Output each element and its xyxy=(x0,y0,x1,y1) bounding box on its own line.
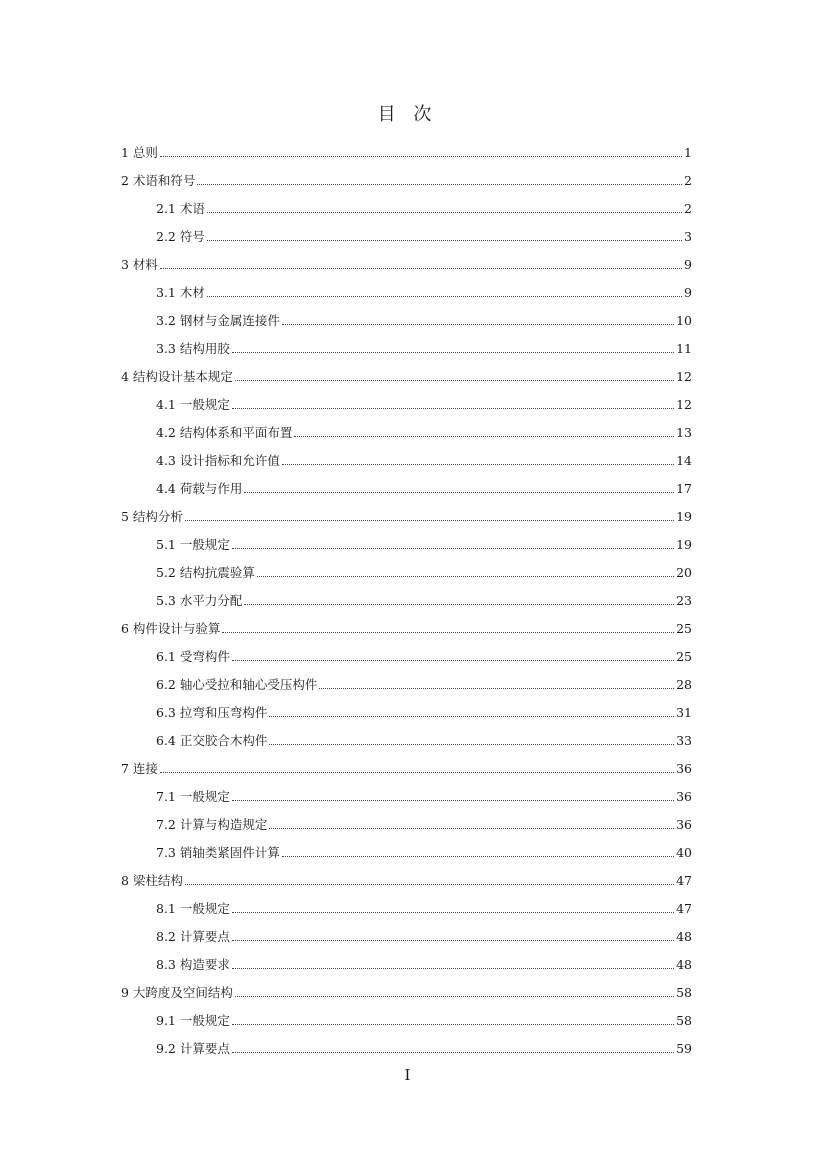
toc-entry[interactable] xyxy=(121,474,692,502)
toc-entry[interactable] xyxy=(121,530,692,558)
toc-entry-label: 3.2 钢材与金属连接件 xyxy=(156,313,280,328)
toc-entry[interactable] xyxy=(121,250,692,278)
toc-entry[interactable] xyxy=(121,194,692,222)
toc-entry-page: 11 xyxy=(676,340,692,356)
toc-entry[interactable] xyxy=(121,222,692,250)
dot-leader xyxy=(232,408,674,409)
dot-leader xyxy=(232,660,674,661)
dot-leader xyxy=(235,380,674,381)
toc-entry-label: 8.3 构造要求 xyxy=(156,957,230,972)
toc-entry[interactable] xyxy=(121,362,692,390)
dot-leader xyxy=(232,352,674,353)
toc-entry-label: 4.3 设计指标和允许值 xyxy=(156,453,280,468)
dot-leader xyxy=(232,1024,674,1025)
dot-leader xyxy=(294,436,674,437)
toc-entry[interactable] xyxy=(121,502,692,530)
toc-entry-label: 9.2 计算要点 xyxy=(156,1041,230,1056)
toc-entry[interactable] xyxy=(121,642,692,670)
toc-entry[interactable] xyxy=(121,558,692,586)
toc-entry[interactable] xyxy=(121,698,692,726)
dot-leader xyxy=(232,940,674,941)
dot-leader xyxy=(269,828,674,829)
dot-leader xyxy=(232,800,674,801)
toc-entry-label: 9 大跨度及空间结构 xyxy=(121,985,233,1000)
dot-leader xyxy=(257,576,674,577)
toc-entry-label: 1 总则 xyxy=(121,145,158,160)
toc-entry-label: 7 连接 xyxy=(121,761,158,776)
toc-entry[interactable] xyxy=(121,838,692,866)
dot-leader xyxy=(232,968,674,969)
toc-entry[interactable] xyxy=(121,670,692,698)
toc-entry-page: 58 xyxy=(676,1012,692,1028)
toc-entry[interactable] xyxy=(121,754,692,782)
toc-entry-label: 6.3 拉弯和压弯构件 xyxy=(156,705,268,720)
dot-leader xyxy=(232,1052,674,1053)
toc-entry-label: 5 结构分析 xyxy=(121,509,183,524)
toc-entry[interactable] xyxy=(121,950,692,978)
dot-leader xyxy=(269,716,674,717)
dot-leader xyxy=(244,604,674,605)
dot-leader xyxy=(269,744,674,745)
toc-entry[interactable] xyxy=(121,922,692,950)
toc-entry-label: 8.1 一般规定 xyxy=(156,901,230,916)
dot-leader xyxy=(160,268,682,269)
toc-entry-label: 7.2 计算与构造规定 xyxy=(156,817,268,832)
toc-entry-label: 3.1 木材 xyxy=(156,285,205,300)
toc-entry-label: 9.1 一般规定 xyxy=(156,1013,230,1028)
toc-entry-label: 5.2 结构抗震验算 xyxy=(156,565,255,580)
toc-entry-page: 36 xyxy=(676,816,692,832)
toc-entry-page: 36 xyxy=(676,788,692,804)
dot-leader xyxy=(232,912,674,913)
toc-entry-label: 8 梁柱结构 xyxy=(121,873,183,888)
toc-entry-page: 47 xyxy=(676,872,692,888)
toc-entry-page: 25 xyxy=(676,620,692,636)
toc-entry-page: 25 xyxy=(676,648,692,664)
toc-entry[interactable] xyxy=(121,166,692,194)
toc-entry-label: 4.1 一般规定 xyxy=(156,397,230,412)
toc-entry-page: 40 xyxy=(676,844,692,860)
dot-leader xyxy=(185,520,674,521)
toc-entry-page: 2 xyxy=(684,172,692,188)
toc-entry-label: 7.1 一般规定 xyxy=(156,789,230,804)
page-number: I xyxy=(404,1066,411,1084)
toc-entry-label: 5.3 水平力分配 xyxy=(156,593,243,608)
toc-entry-label: 6.2 轴心受拉和轴心受压构件 xyxy=(156,677,318,692)
toc-entry-page: 13 xyxy=(676,424,692,440)
toc-entry-label: 4.2 结构体系和平面布置 xyxy=(156,425,293,440)
toc-entry[interactable] xyxy=(121,866,692,894)
toc-entry-label: 4.4 荷载与作用 xyxy=(156,481,243,496)
dot-leader xyxy=(207,240,682,241)
dot-leader xyxy=(160,772,674,773)
toc-entry-page: 19 xyxy=(676,508,692,524)
toc-entry-page: 58 xyxy=(676,984,692,1000)
toc-entry-label: 2.1 术语 xyxy=(156,201,205,216)
dot-leader xyxy=(282,464,674,465)
dot-leader xyxy=(319,688,674,689)
toc-entry-label: 6 构件设计与验算 xyxy=(121,621,221,636)
toc-entry[interactable] xyxy=(121,894,692,922)
toc-entry-page: 9 xyxy=(684,256,692,272)
toc-entry-page: 20 xyxy=(676,564,692,580)
dot-leader xyxy=(232,548,674,549)
toc-entry[interactable] xyxy=(121,726,692,754)
dot-leader xyxy=(282,856,674,857)
dot-leader xyxy=(185,884,674,885)
toc-entry-label: 2.2 符号 xyxy=(156,229,205,244)
toc-entry-label: 5.1 一般规定 xyxy=(156,537,230,552)
toc-entry-label: 7.3 销轴类紧固件计算 xyxy=(156,845,280,860)
toc-entry[interactable] xyxy=(121,1006,692,1034)
dot-leader xyxy=(222,632,674,633)
toc-entry-label: 6.1 受弯构件 xyxy=(156,649,230,664)
dot-leader xyxy=(244,492,674,493)
toc-entry-page: 59 xyxy=(676,1040,692,1056)
table-of-contents xyxy=(121,138,692,1062)
toc-entry-page: 9 xyxy=(684,284,692,300)
dot-leader xyxy=(282,324,674,325)
toc-entry-page: 48 xyxy=(676,928,692,944)
toc-entry[interactable] xyxy=(121,418,692,446)
toc-entry-page: 1 xyxy=(684,144,692,160)
toc-entry-label: 3 材料 xyxy=(121,257,158,272)
toc-entry[interactable] xyxy=(121,446,692,474)
toc-entry[interactable] xyxy=(121,306,692,334)
toc-entry-label: 3.3 结构用胶 xyxy=(156,341,230,356)
toc-entry-page: 12 xyxy=(676,368,692,384)
toc-entry[interactable] xyxy=(121,278,692,306)
toc-entry[interactable] xyxy=(121,1034,692,1062)
toc-entry-page: 36 xyxy=(676,760,692,776)
toc-entry[interactable] xyxy=(121,334,692,362)
toc-entry-page: 28 xyxy=(676,676,692,692)
toc-entry-page: 17 xyxy=(676,480,692,496)
toc-entry-page: 10 xyxy=(676,312,692,328)
toc-entry-page: 31 xyxy=(676,704,692,720)
toc-entry-label: 4 结构设计基本规定 xyxy=(121,369,233,384)
toc-entry-page: 47 xyxy=(676,900,692,916)
dot-leader xyxy=(207,212,682,213)
dot-leader xyxy=(207,296,682,297)
toc-entry-label: 2 术语和符号 xyxy=(121,173,196,188)
toc-entry-page: 33 xyxy=(676,732,692,748)
toc-entry-page: 14 xyxy=(676,452,692,468)
toc-entry-label: 8.2 计算要点 xyxy=(156,929,230,944)
toc-entry-page: 48 xyxy=(676,956,692,972)
toc-entry[interactable] xyxy=(121,978,692,1006)
toc-entry[interactable] xyxy=(121,138,692,166)
toc-entry[interactable] xyxy=(121,390,692,418)
toc-entry[interactable] xyxy=(121,586,692,614)
dot-leader xyxy=(235,996,674,997)
toc-entry[interactable] xyxy=(121,782,692,810)
dot-leader xyxy=(197,184,682,185)
dot-leader xyxy=(160,156,682,157)
toc-entry-page: 19 xyxy=(676,536,692,552)
toc-entry-label: 6.4 正交胶合木构件 xyxy=(156,733,268,748)
toc-entry[interactable] xyxy=(121,810,692,838)
toc-title: 目 次 xyxy=(377,104,438,125)
toc-entry[interactable] xyxy=(121,614,692,642)
toc-entry-page: 3 xyxy=(684,228,692,244)
toc-entry-page: 23 xyxy=(676,592,692,608)
toc-entry-page: 12 xyxy=(676,396,692,412)
toc-entry-page: 2 xyxy=(684,200,692,216)
